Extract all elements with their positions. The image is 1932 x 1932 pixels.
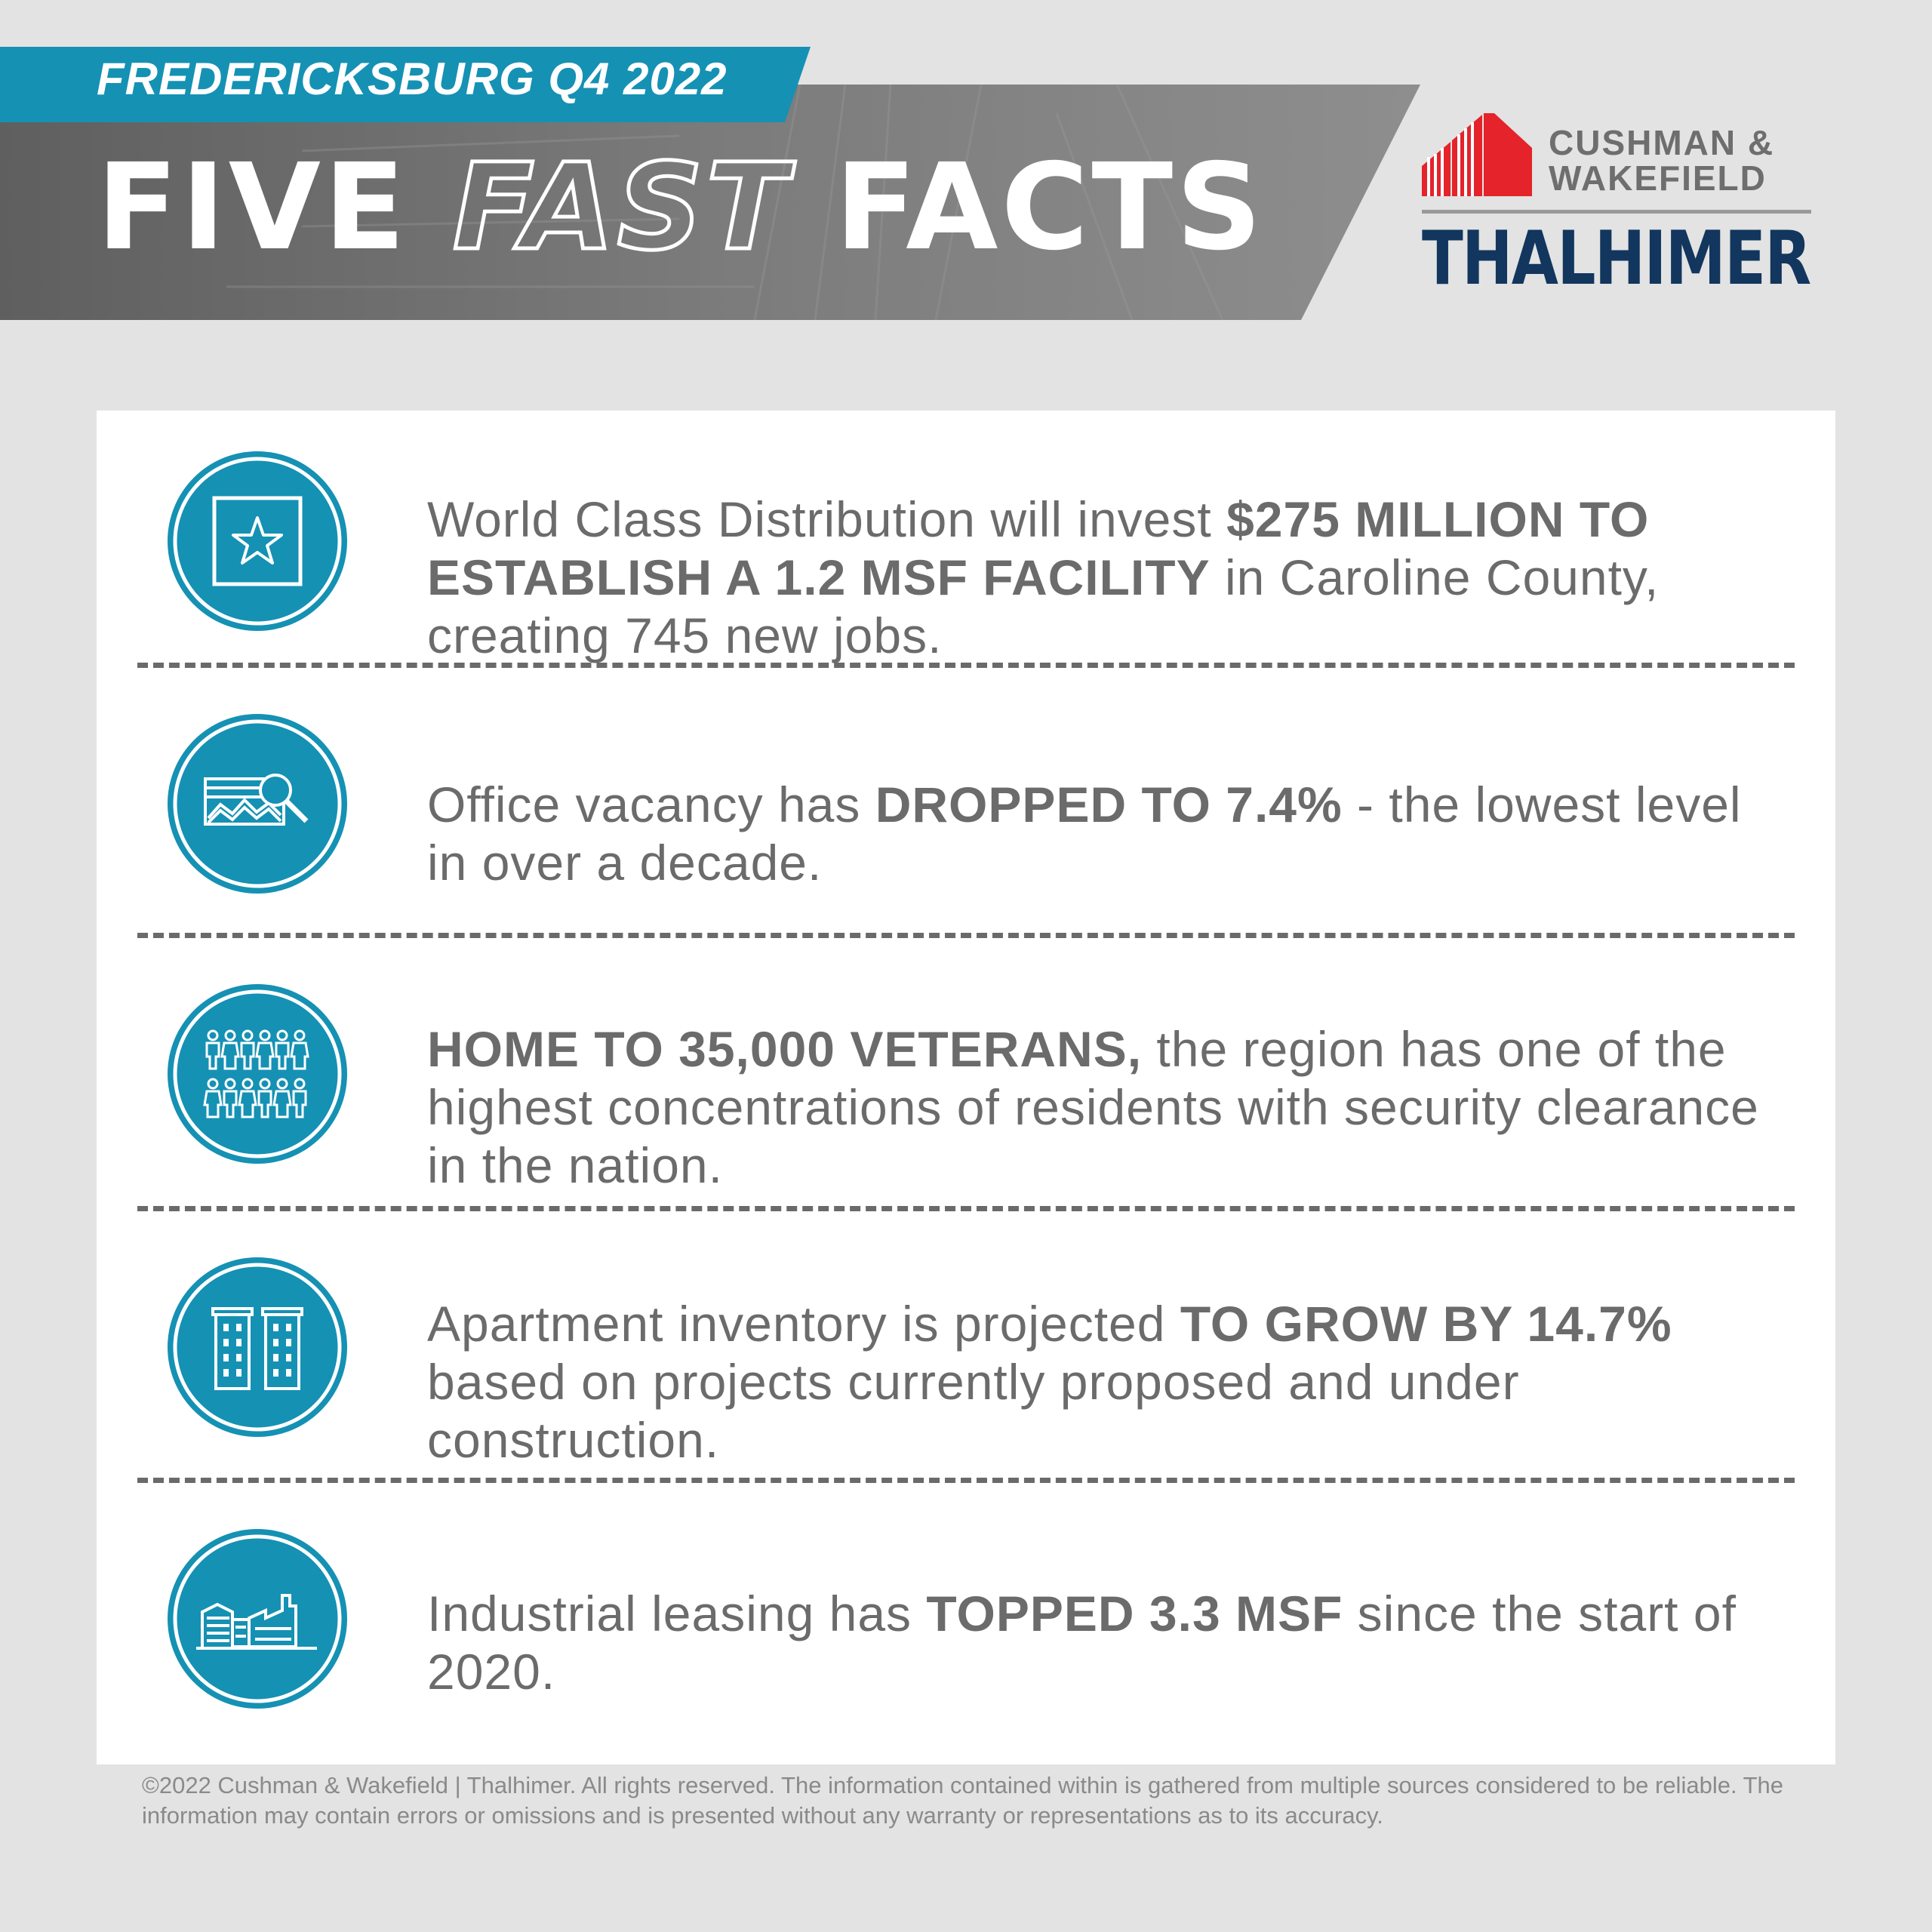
fact-2-highlight: DROPPED TO 7.4% (875, 777, 1343, 832)
fact-2-post: - the lowest level in over a decade. (427, 777, 1742, 891)
star-frame-icon (166, 450, 349, 632)
fact-5-pre: Industrial leasing has (427, 1586, 927, 1641)
apartment-buildings-icon (166, 1256, 349, 1438)
page-title (97, 138, 1265, 277)
fact-4-post: based on projects currently proposed and under construction. (427, 1354, 1520, 1468)
company-logo (1422, 112, 1811, 300)
fact-1-highlight: $275 MILLION TO ESTABLISH A 1.2 MSF FACILITY (427, 491, 1650, 605)
fact-text-4 (427, 1295, 1786, 1469)
fact-text-3 (427, 1020, 1786, 1195)
fact-text-2 (427, 776, 1786, 892)
cushman-wakefield-wordmark: CUSHMAN & WAKEFIELD (1549, 123, 1775, 198)
fact-text-5 (427, 1585, 1786, 1701)
fact-5-post: since the start of 2020. (427, 1586, 1737, 1700)
chart-magnifier-icon (166, 712, 349, 895)
people-group-icon (166, 983, 349, 1165)
dashed-divider (137, 1478, 1795, 1483)
fact-3-post: the region has one of the highest concentrations of residents with security clearance in the nation. (427, 1021, 1759, 1193)
cw-building-logo-icon (1422, 112, 1543, 196)
fact-4-highlight: TO GROW BY 14.7% (1180, 1296, 1672, 1352)
title-facts: FACTS (790, 138, 1265, 277)
thalhimer-wordmark: THALHIMER (1422, 216, 1810, 302)
fact-2-pre: Office vacancy has (427, 777, 875, 832)
dashed-divider (137, 933, 1795, 938)
dashed-divider (137, 1206, 1795, 1211)
facts-card (97, 411, 1835, 1764)
fact-text-1 (427, 491, 1786, 665)
dashed-divider (137, 663, 1795, 668)
fact-5-highlight: TOPPED 3.3 MSF (926, 1586, 1343, 1641)
fact-1-post: in Caroline County, creating 745 new jobs. (427, 549, 1660, 663)
industrial-factory-icon (166, 1527, 349, 1710)
logo-divider (1422, 210, 1811, 214)
report-subtitle: FREDERICKSBURG Q4 2022 (97, 54, 728, 104)
title-fast: FAST (452, 138, 791, 277)
title-five: FIVE (97, 138, 453, 277)
fact-4-pre: Apartment inventory is projected (427, 1296, 1180, 1352)
fact-1-pre: World Class Distribution will invest (427, 491, 1227, 547)
copyright-disclaimer: ©2022 Cushman & Wakefield | Thalhimer. All rights reserved. The information contained within is gathered from multiple sources considered to be reliable. The information may contain errors or omissions and is presented without any warranty or representations as to its accuracy. (142, 1772, 1784, 1829)
fact-3-highlight: HOME TO 35,000 VETERANS, (427, 1021, 1143, 1077)
